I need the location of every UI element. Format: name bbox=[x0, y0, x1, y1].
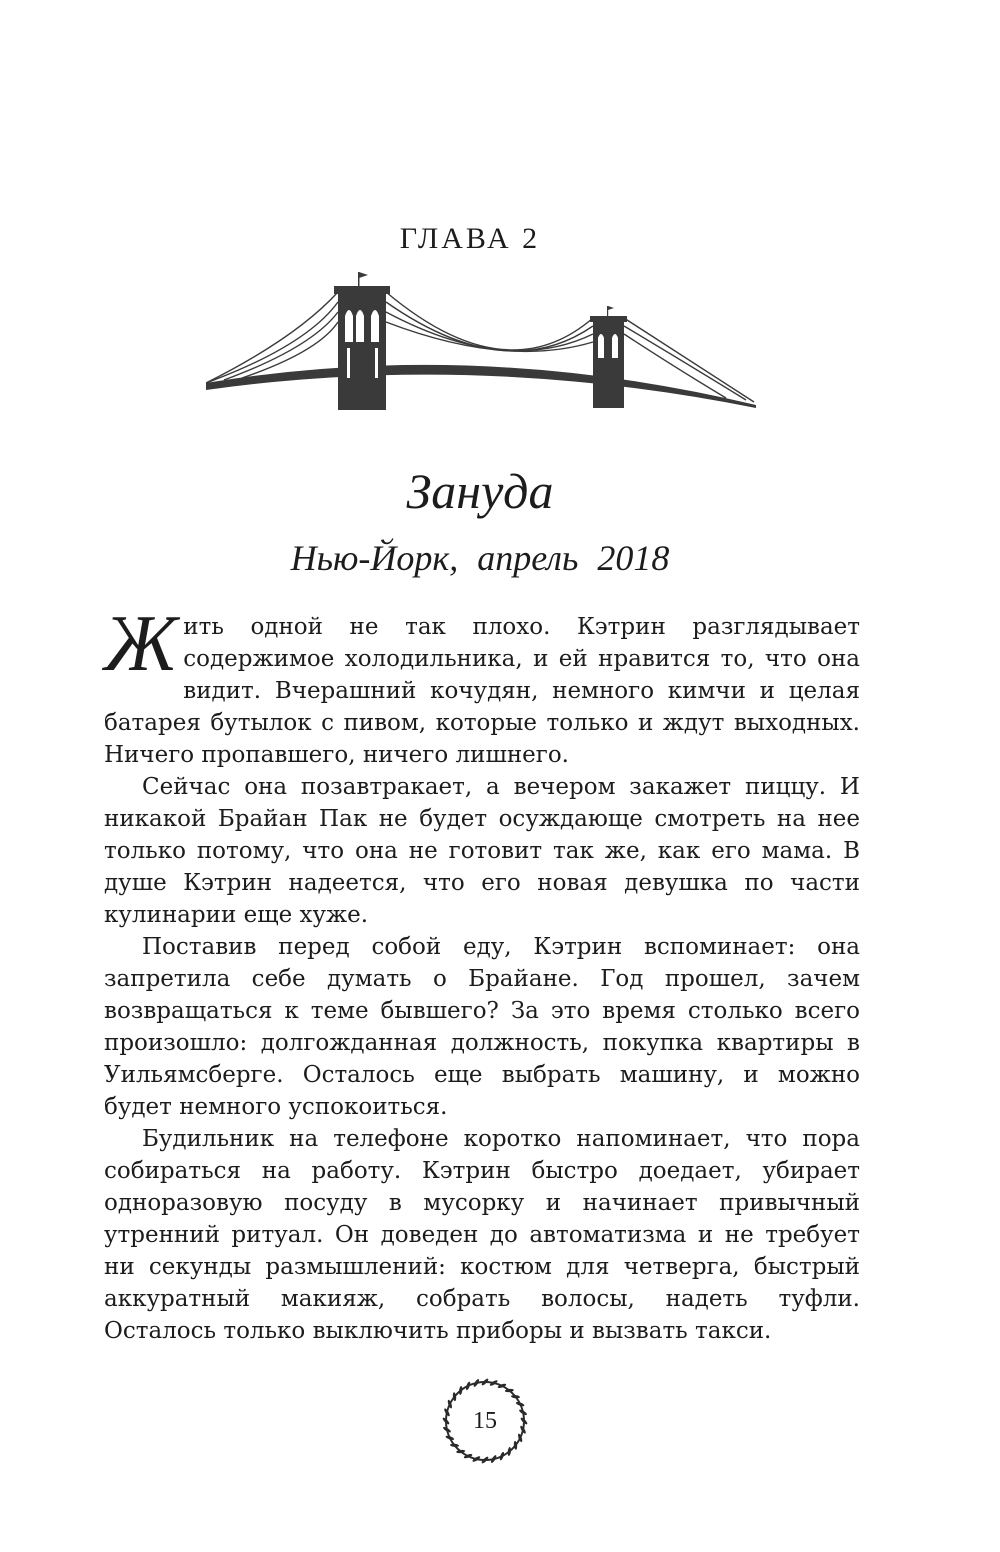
chapter-title: Зануда bbox=[406, 463, 554, 519]
chapter-subtitle: Нью-Йорк, апрель 2018 bbox=[290, 538, 670, 578]
brooklyn-bridge-icon bbox=[206, 268, 756, 418]
chapter-label: ГЛАВА 2 bbox=[399, 222, 541, 255]
paragraph: Будильник на телефоне коротко напоминает, что пора собираться на работу. Кэтрин быстро доедает, убирает одноразовую посуду в мусорку и начинает привычный утренний ритуал. Он доведен до автоматизма и не требует ни секунды размышлений: костюм для четверга, быстрый аккуратный макияж, собрать волосы, надеть туфли. Осталось только выключить приборы и вызвать такси. bbox=[104, 1126, 860, 1344]
paragraph: Поставив перед собой еду, Кэтрин вспоминает: она запретила себе думать о Брайане. Год прошел, зачем возвращаться к теме бывшего? За это время столько всего произошло: долгожданная должность, покупка квартиры в Уильямсберге. Осталось еще выбрать машину, и можно будет немного успокоиться. bbox=[104, 934, 860, 1120]
paragraph: Жить одной не так плохо. Кэтрин разглядывает содержимое холодильника, и ей нравится то, что она видит. Вчерашний кочудян, немного кимчи и целая батарея бутылок с пивом, которые только и ждут выходных. Ничего пропавшего, ничего лишнего. bbox=[104, 600, 860, 768]
body-text bbox=[104, 600, 860, 1347]
paragraph: Сейчас она позавтракает, а вечером закажет пиццу. И никакой Брайан Пак не будет осуждающе смотреть на нее только потому, что она не готовит так же, как его мама. В душе Кэтрин надеется, что его новая девушка по части кулинарии еще хуже. bbox=[104, 774, 860, 928]
drop-cap: Ж bbox=[104, 600, 178, 688]
page-number: 15 bbox=[440, 1376, 530, 1466]
